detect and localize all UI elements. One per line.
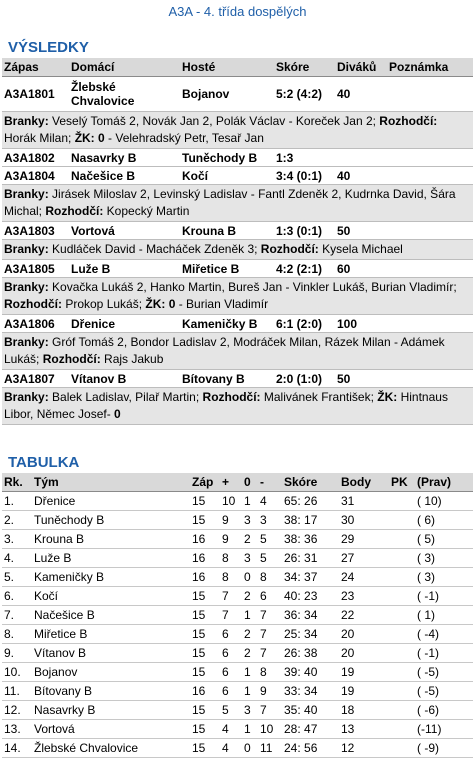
results-header-cell: Zápas	[2, 58, 69, 77]
away-team: Kameničky B	[180, 315, 274, 333]
match-row	[2, 315, 473, 333]
detail-text: Kopecký Martin	[103, 204, 190, 218]
detail-text: Malivánek František;	[260, 390, 378, 404]
games-played: 15	[190, 625, 220, 644]
table-row	[2, 663, 473, 682]
draws: 2	[242, 587, 258, 606]
detail-text: Gróf Tomáš 2, Bondor Ladislav 2, Modráček Milan, Rázek Milan - Adámek Lukáš;	[4, 335, 445, 366]
table-row	[2, 587, 473, 606]
standings-table	[2, 473, 473, 758]
losses: 6	[258, 587, 282, 606]
standings-header-row	[2, 473, 473, 492]
truth-table: ( 6)	[415, 511, 473, 530]
away-team: Bítovany B	[180, 370, 274, 388]
match-note	[387, 149, 473, 167]
standings-header-cell: Tým	[32, 473, 190, 492]
truth-table: ( -9)	[415, 739, 473, 758]
spectators: 40	[335, 77, 387, 112]
draws: 1	[242, 682, 258, 701]
draws: 1	[242, 606, 258, 625]
rank: 3.	[2, 530, 32, 549]
detail-label: Branky:	[4, 187, 49, 201]
detail-text: Horák Milan;	[4, 131, 75, 145]
table-row	[2, 511, 473, 530]
match-note	[387, 260, 473, 278]
wins: 6	[220, 663, 242, 682]
team-name: Dřenice	[32, 492, 190, 511]
detail-label: Rozhodčí:	[260, 242, 319, 256]
match-score: 1:3 (0:1)	[274, 222, 335, 240]
truth-table: ( -5)	[415, 663, 473, 682]
table-row	[2, 739, 473, 758]
losses: 7	[258, 644, 282, 663]
games-played: 15	[190, 511, 220, 530]
losses: 5	[258, 530, 282, 549]
detail-text: Rajs Jakub	[100, 352, 164, 366]
team-name: Bítovany B	[32, 682, 190, 701]
table-row	[2, 530, 473, 549]
truth-table: ( -5)	[415, 682, 473, 701]
detail-text: Kudláček David - Macháček Zdeněk 3;	[48, 242, 261, 256]
results-section-title: VÝSLEDKY	[8, 39, 89, 56]
match-note	[387, 222, 473, 240]
detail-text: Balek Ladislav, Pilař Martin;	[48, 390, 203, 404]
spectators: 60	[335, 260, 387, 278]
match-row	[2, 149, 473, 167]
draws: 0	[242, 568, 258, 587]
home-team: Dřenice	[69, 315, 180, 333]
goal-score: 38: 36	[282, 530, 339, 549]
away-team: Tuněchody B	[180, 149, 274, 167]
home-team: Vítanov B	[69, 370, 180, 388]
games-played: 15	[190, 739, 220, 758]
losses: 5	[258, 549, 282, 568]
games-played: 15	[190, 492, 220, 511]
detail-text: - Velehradský Petr, Tesař Jan	[104, 131, 264, 145]
losses: 8	[258, 568, 282, 587]
standings-header-cell: Rk.	[2, 473, 32, 492]
rank: 1.	[2, 492, 32, 511]
pk	[389, 492, 415, 511]
table-row	[2, 701, 473, 720]
wins: 8	[220, 568, 242, 587]
points: 12	[339, 739, 389, 758]
match-details-row	[2, 388, 473, 425]
truth-table: ( -1)	[415, 587, 473, 606]
team-name: Kameničky B	[32, 568, 190, 587]
standings-header-cell: (Prav)	[415, 473, 473, 492]
truth-table: ( -4)	[415, 625, 473, 644]
match-details	[2, 112, 473, 149]
detail-label: Branky:	[4, 280, 49, 294]
draws: 1	[242, 663, 258, 682]
spectators	[335, 149, 387, 167]
wins: 4	[220, 720, 242, 739]
match-code: A3A1807	[2, 370, 69, 388]
games-played: 15	[190, 644, 220, 663]
detail-label: Rozhodčí:	[45, 204, 104, 218]
results-table	[2, 58, 473, 425]
results-header-row	[2, 58, 473, 77]
points: 20	[339, 644, 389, 663]
detail-label: Branky:	[4, 335, 49, 349]
match-code: A3A1805	[2, 260, 69, 278]
games-played: 16	[190, 549, 220, 568]
detail-label: Branky:	[4, 390, 49, 404]
detail-text: Jirásek Miloslav 2, Levinský Ladislav - Fantl Zdeněk 2, Kudrnka David, Šára Michal;	[4, 187, 456, 218]
games-played: 16	[190, 682, 220, 701]
pk	[389, 511, 415, 530]
goal-score: 33: 34	[282, 682, 339, 701]
match-score: 1:3	[274, 149, 335, 167]
results-header-cell: Hosté	[180, 58, 274, 77]
match-details	[2, 333, 473, 370]
team-name: Načešice B	[32, 606, 190, 625]
draws: 1	[242, 492, 258, 511]
match-score: 4:2 (2:1)	[274, 260, 335, 278]
match-row	[2, 370, 473, 388]
match-details-row	[2, 185, 473, 222]
match-score: 3:4 (0:1)	[274, 167, 335, 185]
standings-header-cell: 0	[242, 473, 258, 492]
team-name: Miřetice B	[32, 625, 190, 644]
results-header-cell: Diváků	[335, 58, 387, 77]
match-note	[387, 77, 473, 112]
detail-label: Branky:	[4, 114, 49, 128]
away-team: Kočí	[180, 167, 274, 185]
detail-label: ŽK: 0	[74, 131, 105, 145]
truth-table: ( -1)	[415, 644, 473, 663]
truth-table: ( 3)	[415, 568, 473, 587]
losses: 7	[258, 625, 282, 644]
games-played: 16	[190, 568, 220, 587]
table-row	[2, 720, 473, 739]
games-played: 16	[190, 530, 220, 549]
match-details-row	[2, 278, 473, 315]
games-played: 15	[190, 701, 220, 720]
losses: 11	[258, 739, 282, 758]
goal-score: 40: 23	[282, 587, 339, 606]
results-header-cell: Poznámka	[387, 58, 473, 77]
goal-score: 26: 31	[282, 549, 339, 568]
goal-score: 25: 34	[282, 625, 339, 644]
points: 31	[339, 492, 389, 511]
spectators: 100	[335, 315, 387, 333]
team-name: Vítanov B	[32, 644, 190, 663]
away-team: Krouna B	[180, 222, 274, 240]
page-title: A3A - 4. třída dospělých	[168, 4, 307, 19]
draws: 3	[242, 511, 258, 530]
pk	[389, 739, 415, 758]
home-team: Nasavrky B	[69, 149, 180, 167]
wins: 6	[220, 682, 242, 701]
points: 19	[339, 663, 389, 682]
detail-text: - Burian Vladimír	[175, 297, 269, 311]
table-row	[2, 549, 473, 568]
pk	[389, 663, 415, 682]
draws: 1	[242, 720, 258, 739]
match-details-row	[2, 112, 473, 149]
standings-header-cell: +	[220, 473, 242, 492]
pk	[389, 682, 415, 701]
table-row	[2, 568, 473, 587]
pk	[389, 587, 415, 606]
losses: 7	[258, 701, 282, 720]
match-row	[2, 77, 473, 112]
rank: 9.	[2, 644, 32, 663]
wins: 9	[220, 530, 242, 549]
team-name: Vortová	[32, 720, 190, 739]
spectators: 50	[335, 370, 387, 388]
match-details	[2, 388, 473, 425]
standings-section-title: TABULKA	[8, 454, 80, 471]
standings-header-cell: Body	[339, 473, 389, 492]
points: 22	[339, 606, 389, 625]
detail-label: ŽK: 0	[145, 297, 176, 311]
table-row	[2, 682, 473, 701]
games-played: 15	[190, 606, 220, 625]
goal-score: 65: 26	[282, 492, 339, 511]
team-name: Tuněchody B	[32, 511, 190, 530]
standings-header-cell: Skóre	[282, 473, 339, 492]
standings-header-cell: PK	[389, 473, 415, 492]
match-code: A3A1806	[2, 315, 69, 333]
wins: 7	[220, 606, 242, 625]
games-played: 15	[190, 720, 220, 739]
wins: 10	[220, 492, 242, 511]
home-team: Vortová	[69, 222, 180, 240]
rank: 8.	[2, 625, 32, 644]
match-score: 5:2 (4:2)	[274, 77, 335, 112]
points: 18	[339, 701, 389, 720]
detail-text: Kovačka Lukáš 2, Hanko Martin, Bureš Jan - Vinkler Lukáš, Burian Vladimír;	[48, 280, 457, 294]
match-details	[2, 278, 473, 315]
draws: 2	[242, 644, 258, 663]
standings-body	[2, 492, 473, 758]
table-row	[2, 625, 473, 644]
detail-text: Prokop Lukáš;	[62, 297, 146, 311]
match-row	[2, 222, 473, 240]
match-details	[2, 240, 473, 260]
match-note	[387, 370, 473, 388]
team-name: Bojanov	[32, 663, 190, 682]
detail-text: Hintnaus Libor, Němec Josef-	[4, 390, 448, 421]
detail-text: Kysela Michael	[318, 242, 403, 256]
match-code: A3A1803	[2, 222, 69, 240]
match-score: 6:1 (2:0)	[274, 315, 335, 333]
draws: 0	[242, 739, 258, 758]
detail-label: Branky:	[4, 242, 49, 256]
detail-label: Rozhodčí:	[42, 352, 101, 366]
points: 30	[339, 511, 389, 530]
match-details	[2, 185, 473, 222]
pk	[389, 606, 415, 625]
team-name: Kočí	[32, 587, 190, 606]
team-name: Žlebské Chvalovice	[32, 739, 190, 758]
wins: 4	[220, 739, 242, 758]
match-score: 2:0 (1:0)	[274, 370, 335, 388]
losses: 9	[258, 682, 282, 701]
points: 24	[339, 568, 389, 587]
table-row	[2, 606, 473, 625]
truth-table: ( -6)	[415, 701, 473, 720]
truth-table: (-11)	[415, 720, 473, 739]
standings-header-cell: Záp	[190, 473, 220, 492]
draws: 2	[242, 530, 258, 549]
goal-score: 36: 34	[282, 606, 339, 625]
match-code: A3A1804	[2, 167, 69, 185]
draws: 3	[242, 701, 258, 720]
points: 19	[339, 682, 389, 701]
wins: 6	[220, 644, 242, 663]
losses: 8	[258, 663, 282, 682]
goal-score: 28: 47	[282, 720, 339, 739]
match-note	[387, 167, 473, 185]
home-team: Luže B	[69, 260, 180, 278]
goal-score: 26: 38	[282, 644, 339, 663]
points: 13	[339, 720, 389, 739]
truth-table: ( 1)	[415, 606, 473, 625]
wins: 5	[220, 701, 242, 720]
losses: 3	[258, 511, 282, 530]
rank: 2.	[2, 511, 32, 530]
points: 20	[339, 625, 389, 644]
rank: 12.	[2, 701, 32, 720]
rank: 7.	[2, 606, 32, 625]
truth-table: ( 3)	[415, 549, 473, 568]
goal-score: 34: 37	[282, 568, 339, 587]
pk	[389, 701, 415, 720]
pk	[389, 720, 415, 739]
points: 29	[339, 530, 389, 549]
home-team: Žlebské Chvalovice	[69, 77, 180, 112]
pk	[389, 549, 415, 568]
points: 23	[339, 587, 389, 606]
team-name: Luže B	[32, 549, 190, 568]
games-played: 15	[190, 663, 220, 682]
detail-label: 0	[114, 407, 121, 421]
spectators: 50	[335, 222, 387, 240]
pk	[389, 625, 415, 644]
truth-table: ( 5)	[415, 530, 473, 549]
rank: 10.	[2, 663, 32, 682]
detail-label: Rozhodčí:	[4, 297, 62, 311]
match-note	[387, 315, 473, 333]
goal-score: 24: 56	[282, 739, 339, 758]
match-row	[2, 167, 473, 185]
results-header-cell: Domácí	[69, 58, 180, 77]
detail-label: ŽK:	[377, 390, 398, 404]
match-code: A3A1801	[2, 77, 69, 112]
pk	[389, 530, 415, 549]
wins: 9	[220, 511, 242, 530]
losses: 7	[258, 606, 282, 625]
games-played: 15	[190, 587, 220, 606]
detail-text: Veselý Tomáš 2, Novák Jan 2, Polák Václav - Koreček Jan 2;	[48, 114, 380, 128]
wins: 6	[220, 625, 242, 644]
team-name: Krouna B	[32, 530, 190, 549]
home-team: Načešice B	[69, 167, 180, 185]
away-team: Miřetice B	[180, 260, 274, 278]
goal-score: 39: 40	[282, 663, 339, 682]
points: 27	[339, 549, 389, 568]
rank: 14.	[2, 739, 32, 758]
rank: 13.	[2, 720, 32, 739]
losses: 4	[258, 492, 282, 511]
draws: 3	[242, 549, 258, 568]
standings-header-cell: -	[258, 473, 282, 492]
wins: 8	[220, 549, 242, 568]
detail-label: Rozhodčí:	[379, 114, 438, 128]
pk	[389, 568, 415, 587]
truth-table: ( 10)	[415, 492, 473, 511]
match-row	[2, 260, 473, 278]
match-code: A3A1802	[2, 149, 69, 167]
results-body	[2, 77, 473, 425]
goal-score: 35: 40	[282, 701, 339, 720]
match-details-row	[2, 240, 473, 260]
losses: 10	[258, 720, 282, 739]
detail-label: Rozhodčí:	[202, 390, 261, 404]
away-team: Bojanov	[180, 77, 274, 112]
table-row	[2, 492, 473, 511]
goal-score: 38: 17	[282, 511, 339, 530]
results-header-cell: Skóre	[274, 58, 335, 77]
spectators: 40	[335, 167, 387, 185]
wins: 7	[220, 587, 242, 606]
rank: 4.	[2, 549, 32, 568]
rank: 6.	[2, 587, 32, 606]
match-details-row	[2, 333, 473, 370]
pk	[389, 644, 415, 663]
team-name: Nasavrky B	[32, 701, 190, 720]
draws: 2	[242, 625, 258, 644]
table-row	[2, 644, 473, 663]
rank: 5.	[2, 568, 32, 587]
rank: 11.	[2, 682, 32, 701]
